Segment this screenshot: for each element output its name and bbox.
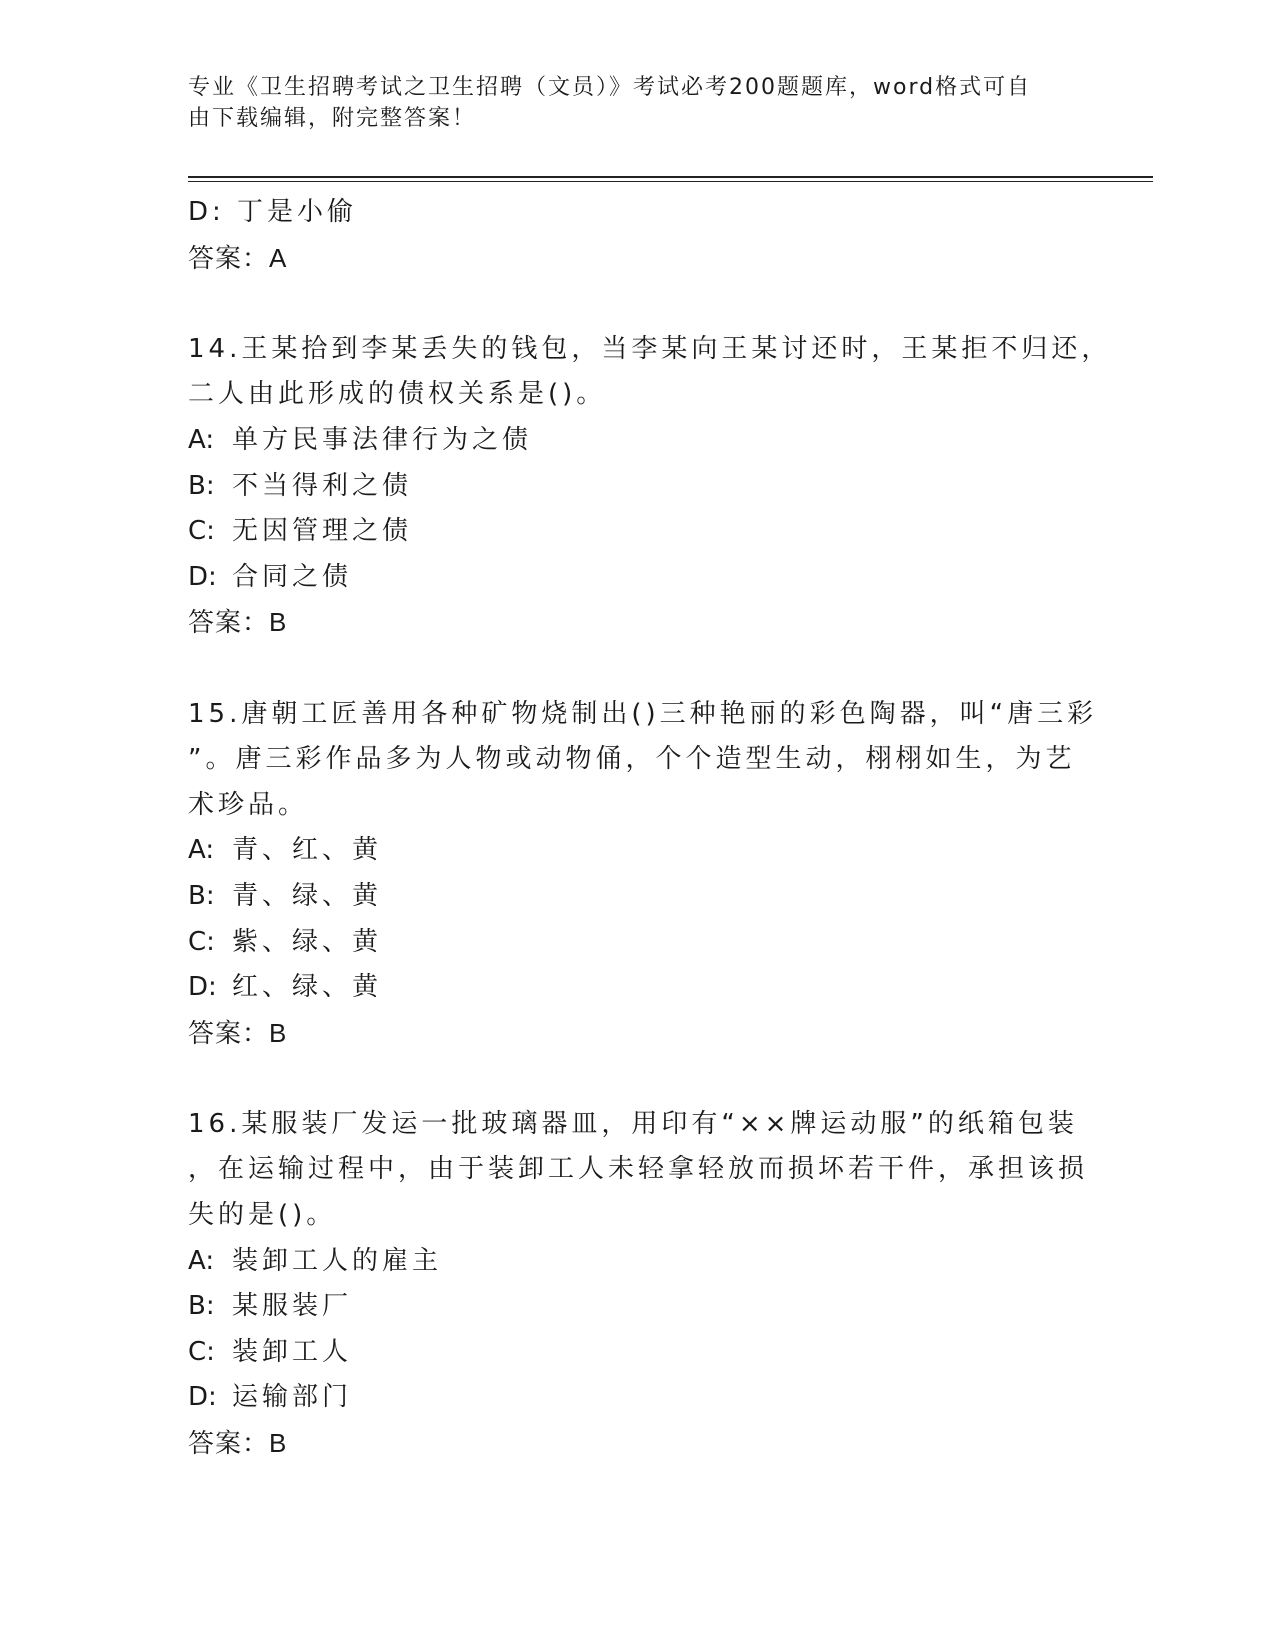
question-line: 术珍品。 (188, 789, 309, 820)
option-text: 红、绿、黄 (232, 972, 383, 1003)
answer: 答案：B (188, 1017, 288, 1048)
option-letter: C: (188, 1336, 215, 1367)
option-text: 紫、绿、黄 (232, 926, 383, 957)
option-a (188, 828, 1088, 874)
option-text: 运输部门 (232, 1382, 353, 1413)
option-text: 不当得利之债 (232, 470, 413, 501)
question-line: 14.王某拾到李某丢失的钱包，当李某向王某讨还时，王某拒不归还， (188, 333, 1112, 364)
option-letter: A: (188, 835, 215, 866)
option-a (188, 418, 1088, 464)
option-a (188, 1239, 1088, 1285)
option-d (188, 965, 1088, 1011)
option-letter: A: (188, 1245, 215, 1276)
option-letter: B: (188, 1291, 215, 1322)
question-line: 二人由此形成的债权关系是()。 (188, 379, 607, 410)
option-c (188, 1330, 1088, 1376)
option-d (188, 555, 1088, 601)
option-c (188, 920, 1088, 966)
question-line: 16.某服装厂发运一批玻璃器皿，用印有“××牌运动服”的纸箱包装 (188, 1108, 1078, 1139)
option-c (188, 509, 1088, 555)
option-letter: D: (188, 1382, 217, 1413)
header-divider-thin (188, 181, 1153, 182)
option-text: 无因管理之债 (232, 516, 413, 547)
option-text: 某服装厂 (232, 1291, 353, 1322)
option-b (188, 1284, 1088, 1330)
option-b (188, 464, 1088, 510)
option-letter: D: (188, 972, 217, 1003)
question-16 (188, 1102, 1088, 1467)
question-line: ，在运输过程中，由于装卸工人未轻拿轻放而损坏若干件，承担该损 (188, 1154, 1089, 1185)
header-line-1: 专业《卫生招聘考试之卫生招聘（文员）》考试必考200题题库，word格式可自 (188, 75, 1032, 100)
option-text: 合同之债 (232, 561, 353, 592)
question-line: 失的是()。 (188, 1200, 337, 1231)
header-divider-thick (188, 176, 1153, 178)
question-15 (188, 692, 1098, 1057)
option-letter: A: (188, 424, 215, 455)
question-text (188, 327, 1112, 418)
question-text (188, 692, 1098, 829)
prev-option-d: D: 丁是小偷 (188, 197, 358, 227)
option-d (188, 1375, 1088, 1421)
question-text (188, 1102, 1088, 1239)
document-body (188, 190, 1112, 1467)
option-text: 装卸工人 (232, 1336, 353, 1367)
header-line-2: 由下载编辑，附完整答案！ (188, 106, 477, 131)
prev-answer: 答案：A (188, 242, 288, 273)
spacer (188, 281, 1088, 327)
option-text: 装卸工人的雇主 (232, 1245, 443, 1276)
question-line: ”。唐三彩作品多为人物或动物俑，个个造型生动，栩栩如生，为艺 (188, 744, 1076, 775)
option-letter: B: (188, 880, 215, 911)
spacer (188, 1056, 1088, 1102)
answer: 答案：B (188, 607, 288, 638)
option-letter: D: (188, 561, 217, 592)
answer: 答案：B (188, 1428, 288, 1459)
option-text: 青、红、黄 (232, 835, 383, 866)
question-line: 15.唐朝工匠善用各种矿物烧制出()三种艳丽的彩色陶器，叫“唐三彩 (188, 698, 1098, 729)
option-letter: C: (188, 516, 215, 547)
option-text: 青、绿、黄 (232, 880, 383, 911)
option-b (188, 874, 1088, 920)
option-text: 单方民事法律行为之债 (232, 424, 533, 455)
question-14 (188, 327, 1112, 646)
option-letter: C: (188, 926, 215, 957)
document-header (188, 72, 1068, 134)
spacer (188, 646, 1088, 692)
option-letter: B: (188, 470, 215, 501)
